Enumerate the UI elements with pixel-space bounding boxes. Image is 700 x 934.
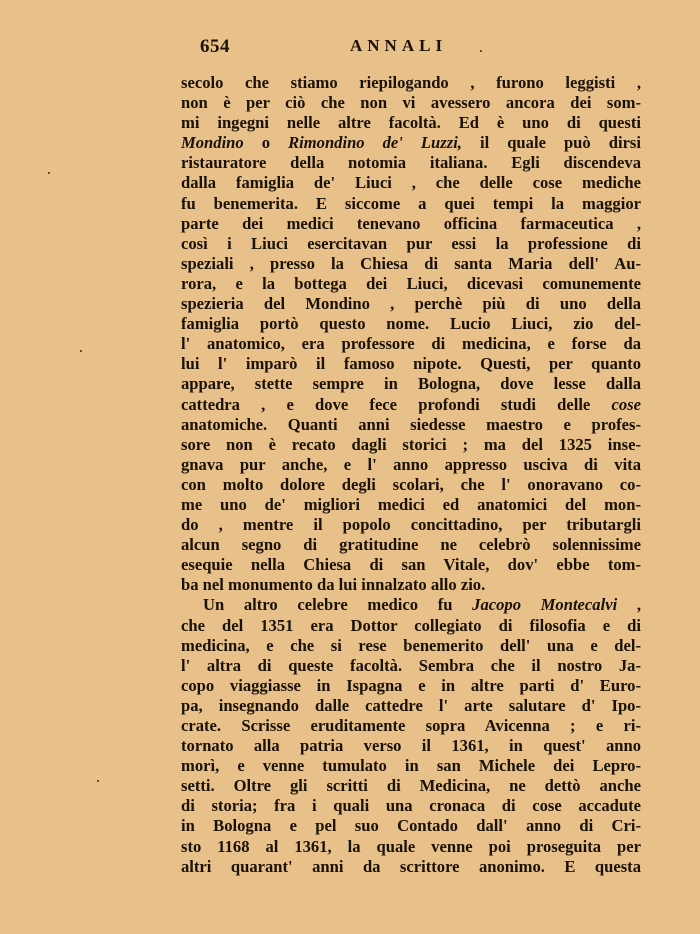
text-segment: l' altra di queste facoltà. Sembra che il nostro Ja- xyxy=(181,655,641,675)
text-segment: l' anatomico, era professore di medicina, e forse da xyxy=(181,334,641,354)
text-segment: altri quarant' anni da scrittore anonimo. E questa xyxy=(181,856,641,876)
text-segment: ristauratore della notomia italiana. Egli discendeva xyxy=(181,153,641,173)
text-line xyxy=(181,133,641,153)
text-segment: il quale può dirsi xyxy=(461,133,641,153)
text-segment: dalla famiglia de' Liuci , che delle cose mediche xyxy=(181,173,641,193)
text-line xyxy=(181,294,641,314)
text-line xyxy=(181,535,641,555)
text-line xyxy=(181,857,641,877)
text-line xyxy=(181,696,641,716)
text-segment: così i Liuci esercitavan pur essi la professione di xyxy=(181,233,641,253)
text-segment: non è per ciò che non vi avessero ancora dei som- xyxy=(181,93,641,113)
text-segment: gnava pur anche, e l' anno appresso usciva di vita xyxy=(181,454,641,474)
text-segment: spezieria del Mondino , perchè più di uno della xyxy=(181,294,641,314)
text-segment: copo viaggiasse in Ispagna e in altre parti d' Euro- xyxy=(181,675,641,695)
text-segment: do , mentre il popolo concittadino, per tributargli xyxy=(181,515,641,535)
text-segment: parte dei medici tenevano officina farmaceutica , xyxy=(181,213,641,233)
italic-name: cose xyxy=(611,394,641,414)
paper-speck xyxy=(480,50,482,52)
text-line xyxy=(181,455,641,475)
text-segment: pa, insegnando dalle cattedre l' arte salutare d' Ipo- xyxy=(181,695,641,715)
paper-speck xyxy=(80,350,82,352)
text-line xyxy=(181,395,641,415)
text-line xyxy=(181,334,641,354)
text-segment: famiglia portò questo nome. Lucio Liuci, zio del- xyxy=(181,314,641,334)
text-segment: sore non è recato dagli storici ; ma del 1325 inse- xyxy=(181,434,641,454)
text-line xyxy=(181,676,641,696)
text-segment: o xyxy=(243,133,289,153)
text-line xyxy=(181,837,641,857)
text-line xyxy=(181,555,641,575)
text-line xyxy=(181,616,641,636)
text-line xyxy=(181,575,641,595)
text-segment: fu benemerita. E siccome a quei tempi la maggior xyxy=(181,193,641,213)
italic-name: Rimondino de' Luzzi, xyxy=(288,133,462,153)
text-line xyxy=(181,816,641,836)
text-segment: medicina, e che si rese benemerito dell' una e del- xyxy=(181,635,641,655)
text-line xyxy=(181,756,641,776)
text-segment: rora, e la bottega dei Liuci, dicevasi comunemente xyxy=(181,273,641,293)
text-segment: anatomiche. Quanti anni siedesse maestro e profes- xyxy=(181,414,641,434)
text-segment: che del 1351 era Dottor collegiato di filosofia e di xyxy=(181,615,641,635)
italic-name: Mondino xyxy=(181,133,244,153)
text-segment: con molto dolore degli scolari, che l' onoravano co- xyxy=(181,474,641,494)
text-line xyxy=(181,736,641,756)
text-line xyxy=(181,173,641,193)
text-segment: ba nel monumento da lui innalzato allo zio. xyxy=(181,575,486,595)
text-segment: mi ingegni nelle altre facoltà. Ed è uno di questi xyxy=(181,113,641,133)
text-segment: Un altro celebre medico fu xyxy=(203,595,473,615)
text-segment: di storia; fra i quali una cronaca di cose accadute xyxy=(181,796,641,816)
text-line xyxy=(181,73,641,93)
text-line xyxy=(181,415,641,435)
body-text xyxy=(181,73,641,877)
text-line xyxy=(181,374,641,394)
text-line xyxy=(181,354,641,374)
page-number: 654 xyxy=(200,36,230,57)
text-line xyxy=(181,234,641,254)
text-segment: lui l' imparò il famoso nipote. Questi, per quanto xyxy=(181,354,641,374)
text-line xyxy=(181,254,641,274)
text-line xyxy=(181,716,641,736)
text-segment: , xyxy=(617,595,641,615)
text-line xyxy=(181,194,641,214)
text-line xyxy=(181,435,641,455)
text-line xyxy=(181,495,641,515)
text-line xyxy=(181,636,641,656)
text-segment: crate. Scrisse eruditamente sopra Avicenna ; e ri- xyxy=(181,716,641,735)
text-segment: setti. Oltre gli scritti di Medicina, ne dettò anche xyxy=(181,776,641,796)
text-segment: alcun segno di gratitudine ne celebrò solennissime xyxy=(181,535,641,555)
text-line xyxy=(181,93,641,113)
text-segment: secolo che stiamo riepilogando , furono leggisti , xyxy=(181,73,641,92)
text-segment: sto 1168 al 1361, la quale venne poi proseguita per xyxy=(181,836,641,856)
text-segment: esequie nella Chiesa di san Vitale, dov' ebbe tom- xyxy=(181,555,641,575)
running-title: ANNALI xyxy=(350,36,448,55)
text-line xyxy=(181,796,641,816)
text-segment: in Bologna e pel suo Contado dall' anno di Cri- xyxy=(181,816,641,836)
text-line xyxy=(181,113,641,133)
text-segment: me uno de' migliori medici ed anatomici del mon- xyxy=(181,494,641,514)
page-header xyxy=(200,36,620,60)
text-segment: appare, stette sempre in Bologna, dove lesse dalla xyxy=(181,374,641,394)
text-line xyxy=(181,656,641,676)
text-line xyxy=(181,475,641,495)
text-line xyxy=(181,314,641,334)
text-line xyxy=(181,515,641,535)
text-line xyxy=(181,595,641,615)
paper-speck xyxy=(48,172,50,174)
text-line xyxy=(181,776,641,796)
text-segment: tornato alla patria verso il 1361, in quest' anno xyxy=(181,736,641,756)
text-line xyxy=(181,214,641,234)
text-segment: morì, e venne tumulato in san Michele dei Lepro- xyxy=(181,756,641,776)
text-segment: speziali , presso la Chiesa di santa Maria dell' Au- xyxy=(181,253,641,273)
text-line xyxy=(181,153,641,173)
text-segment: cattedra , e dove fece profondi studi delle xyxy=(181,394,612,414)
italic-name: Jacopo Montecalvi xyxy=(472,595,618,615)
paper-speck xyxy=(97,780,99,782)
text-line xyxy=(181,274,641,294)
